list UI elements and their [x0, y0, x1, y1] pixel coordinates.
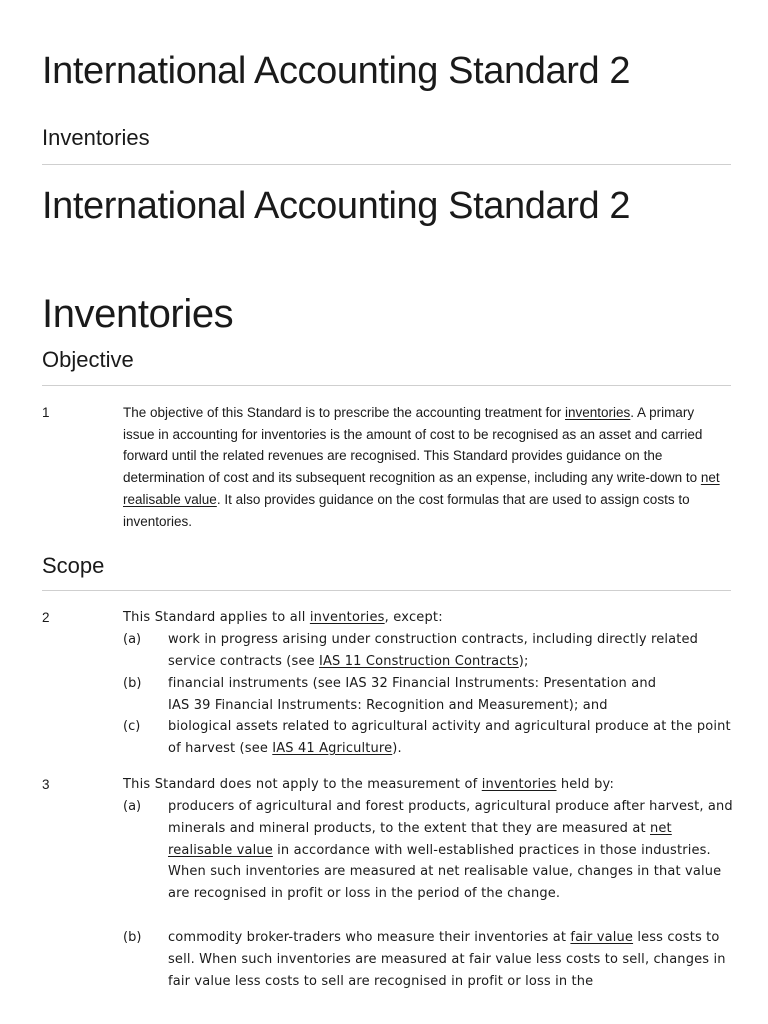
paragraph-number: 3 — [42, 777, 50, 792]
standard-title: International Accounting Standard 2 — [42, 185, 631, 227]
list-item-label: (b) — [123, 930, 142, 945]
paragraph-text — [123, 774, 729, 796]
text-run: The objective of this Standard is to prescribe the accounting treatment for — [123, 405, 565, 420]
standard-subtitle: Inventories — [42, 292, 234, 336]
text-run: less costs to sell. When such inventories are measured at fair value less costs to sell, changes in fair value less costs to sell are recognised in profit or loss in the — [168, 930, 726, 989]
inventories-link[interactable]: inventories — [481, 777, 557, 792]
paragraph-number: 1 — [42, 405, 50, 420]
text-run: , except: — [384, 610, 443, 625]
header-divider — [42, 164, 731, 165]
paragraph-text — [123, 402, 729, 532]
text-run: producers of agricultural and forest products, agricultural produce after harvest, and minerals and mineral products, to the extent that they are measured at — [168, 799, 733, 836]
page-subtitle: Inventories — [42, 125, 150, 150]
text-run: ); — [518, 653, 529, 669]
text-run: This Standard applies to all — [123, 610, 310, 625]
text-run: held by: — [556, 777, 615, 792]
section-heading-scope: Scope — [42, 553, 105, 578]
ias-41-link[interactable]: IAS 41 Agriculture — [272, 740, 393, 756]
list-item-text — [168, 716, 734, 760]
section-heading-objective: Objective — [42, 347, 134, 372]
net-realisable-value-link[interactable]: net realisable value — [123, 470, 720, 507]
paragraph-text — [123, 607, 729, 629]
text-run: commodity broker-traders who measure their inventories at — [168, 930, 571, 945]
list-item-text — [168, 629, 734, 673]
list-item-label: (c) — [123, 719, 141, 734]
text-run: biological assets related to agricultural activity and agricultural produce at the point of harvest (see — [168, 719, 731, 756]
text-line: IAS 39 Financial Instruments: Recognition and Measurement); and — [168, 697, 608, 713]
text-run: This Standard does not apply to the measurement of — [123, 777, 482, 792]
text-line: financial instruments (see IAS 32 Financial Instruments: Presentation and — [168, 676, 657, 691]
section-divider — [42, 385, 731, 386]
inventories-link[interactable]: inventories — [565, 405, 631, 420]
list-item-text — [168, 673, 734, 717]
list-item-label: (a) — [123, 632, 142, 647]
text-run: . It also provides guidance on the cost formulas that are used to assign costs to inventories. — [123, 491, 690, 529]
list-item-text — [168, 796, 734, 905]
paragraph-number: 2 — [42, 610, 50, 625]
list-item-text — [168, 927, 734, 992]
text-run: in accordance with well-established practices in those industries. When such inventories are measured at net realisable value, changes in that value are recognised in profit or loss in the period of the change. — [168, 842, 722, 902]
text-run: . A primary issue in accounting for inventories is the amount of cost to be recognised as an asset and carried forward until the related revenues are recognised. This Standard provides guidance on the determination of cost and its subsequent recognition as an expense, including any write-down to — [123, 405, 703, 486]
page-title: International Accounting Standard 2 — [42, 50, 631, 92]
ias-11-link[interactable]: IAS 11 Construction Contracts — [319, 653, 519, 669]
text-run: work in progress arising under construction contracts, including directly related service contracts (see — [168, 632, 699, 669]
fair-value-link[interactable]: fair value — [570, 930, 634, 945]
inventories-link[interactable]: inventories — [309, 610, 385, 625]
net-realisable-value-link[interactable]: net realisable value — [168, 820, 672, 858]
list-item-label: (b) — [123, 676, 142, 691]
section-divider — [42, 590, 731, 591]
list-item-label: (a) — [123, 799, 142, 814]
text-run: ). — [392, 740, 402, 756]
